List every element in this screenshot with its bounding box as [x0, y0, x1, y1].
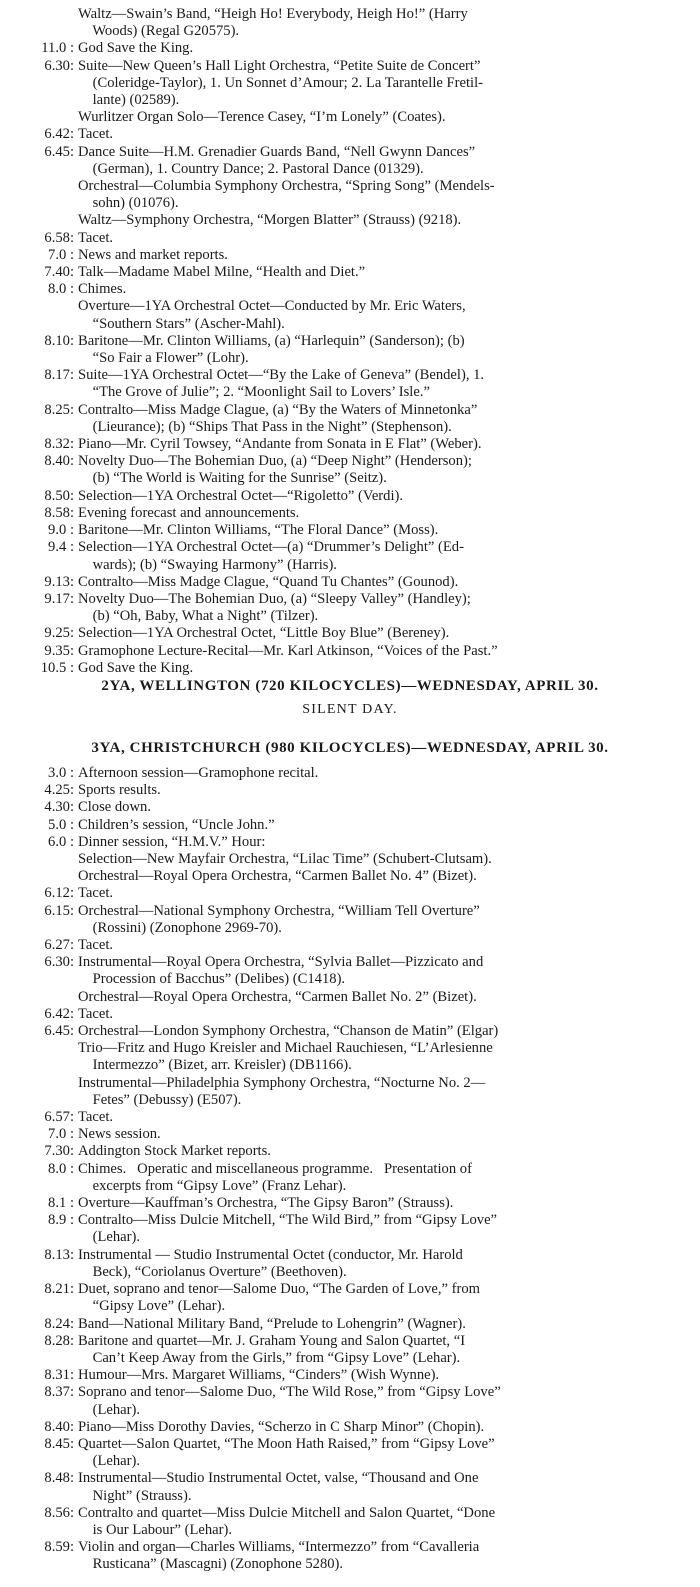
entry-time: 10.5 :	[40, 659, 74, 676]
entry-time: 6.42:	[44, 126, 74, 143]
entry-description	[78, 591, 700, 625]
entry-time: 6.12:	[44, 885, 74, 902]
programme-entry	[0, 144, 700, 178]
entry-description	[78, 1333, 700, 1367]
entry-description	[78, 574, 700, 591]
entry-line: Suite—New Queen’s Hall Light Orchestra, “Petite Suite de Concert”	[78, 57, 481, 74]
entry-time: 9.17:	[44, 590, 74, 607]
entry-time: 3.0 :	[48, 765, 74, 781]
entry-description	[78, 1075, 700, 1109]
programme-entry	[0, 1040, 700, 1074]
entry-description	[78, 402, 700, 436]
entry-line: Waltz—Swain’s Band, “Heigh Ho! Everybody, Heigh Ho!” (Harry	[78, 6, 468, 22]
entry-description	[78, 126, 700, 143]
entry-description	[78, 1023, 700, 1040]
programme-entry	[0, 937, 700, 954]
entry-time: 8.40:	[44, 453, 74, 470]
entry-line: News and market reports.	[78, 246, 228, 263]
programme-entry	[0, 126, 700, 143]
programme-entry	[0, 436, 700, 453]
entry-description	[78, 885, 700, 902]
entry-description	[78, 989, 700, 1006]
silent-day-label: SILENT DAY.	[302, 702, 398, 717]
entry-line: Dinner session, “H.M.V.” Hour:	[78, 833, 266, 850]
entry-line: (Lehar).	[78, 1453, 140, 1470]
entry-time: 9.4 :	[48, 539, 74, 556]
entry-time: 6.0 :	[48, 833, 74, 850]
entry-line: Orchestral—London Symphony Orchestra, “Chanson de Matin” (Elgar)	[78, 1023, 499, 1040]
entry-description	[78, 954, 700, 988]
entry-description	[78, 264, 700, 281]
entry-time: 8.17:	[44, 367, 74, 384]
entry-description	[78, 1195, 700, 1212]
programme-entry	[0, 1109, 700, 1126]
entry-time: 8.13:	[44, 1246, 74, 1263]
programme-entry	[0, 1143, 700, 1160]
entry-line: Novelty Duo—The Bohemian Duo, (a) “Deep Night” (Henderson);	[78, 453, 472, 470]
programme-entry	[0, 1281, 700, 1315]
programme-entry	[0, 1161, 700, 1195]
entry-time: 9.13:	[44, 573, 74, 590]
programme-entry	[0, 765, 700, 782]
programme-entry	[0, 1436, 700, 1470]
entry-line: (b) “Oh, Baby, What a Night” (Tilzer).	[78, 608, 319, 625]
programme-entry	[0, 1316, 700, 1333]
entry-time: 9.25:	[44, 625, 74, 642]
entry-time: 9.35:	[44, 642, 74, 659]
entry-line: Talk—Madame Mabel Milne, “Health and Diet.”	[78, 264, 366, 281]
entry-line: Chimes. Operatic and miscellaneous programme. Presentation of	[78, 1160, 472, 1177]
entry-line: Baritone and quartet—Mr. J. Graham Young and Salon Quartet, “I	[78, 1332, 466, 1349]
entry-description	[78, 817, 700, 834]
entry-description	[78, 333, 700, 367]
entry-description	[78, 1143, 700, 1160]
programme-entry	[0, 247, 700, 264]
entry-time: 6.30:	[44, 954, 74, 971]
entry-line: (Lehar).	[78, 1401, 140, 1418]
entry-line: News session.	[78, 1126, 161, 1143]
entry-line: Selection—New Mayfair Orchestra, “Lilac Time” (Schubert-Clutsam).	[78, 851, 492, 868]
entry-line: Quartet—Salon Quartet, “The Moon Hath Raised,” from “Gipsy Love”	[78, 1435, 495, 1452]
programme-entry	[0, 591, 700, 625]
entry-time: 8.1 :	[48, 1195, 74, 1212]
entry-line: Woods) (Regal G20575).	[78, 23, 240, 40]
programme-entry	[0, 643, 700, 660]
entry-line: Contralto—Miss Madge Clague, (a) “By the Waters of Minnetonka”	[78, 401, 478, 418]
entry-line: (German), 1. Country Dance; 2. Pastoral Dance (01329).	[78, 160, 424, 177]
entry-description	[78, 851, 700, 868]
entry-line: Instrumental — Studio Instrumental Octet (conductor, Mr. Harold	[78, 1246, 463, 1263]
entry-description	[78, 367, 700, 401]
programme-entry	[0, 868, 700, 885]
entry-time: 8.40:	[44, 1418, 74, 1435]
entry-line: Gramophone Lecture-Recital—Mr. Karl Atkinson, “Voices of the Past.”	[78, 642, 498, 659]
programme-entry	[0, 1333, 700, 1367]
entry-line: Violin and organ—Charles Williams, “Intermezzo” from “Cavalleria	[78, 1539, 480, 1556]
entry-line: “The Grove of Julie”; 2. “Moonlight Sail to Lovers’ Isle.”	[78, 384, 430, 401]
entry-line: Orchestral—Columbia Symphony Orchestra, “Spring Song” (Mendels-	[78, 178, 495, 195]
entry-line: Tacet.	[78, 1005, 114, 1022]
entry-time: 11.0 :	[41, 40, 74, 57]
programme-entry	[0, 989, 700, 1006]
entry-description	[78, 1470, 700, 1504]
entry-time: 6.42:	[44, 1005, 74, 1022]
entry-line: (Lehar).	[78, 1229, 140, 1246]
entry-line: Evening forecast and announcements.	[78, 504, 300, 521]
entry-time: 8.24:	[44, 1315, 74, 1332]
entry-line: Soprano and tenor—Salome Duo, “The Wild Rose,” from “Gipsy Love”	[78, 1384, 501, 1401]
entry-description	[78, 765, 700, 782]
entry-line: Procession of Bacchus” (Delibes) (C1418).	[78, 971, 346, 988]
entry-time: 8.48:	[44, 1470, 74, 1487]
entry-time: 8.56:	[44, 1504, 74, 1521]
entry-line: Piano—Miss Dorothy Davies, “Scherzo in C Sharp Minor” (Chopin).	[78, 1418, 485, 1435]
programme-entry	[0, 782, 700, 799]
programme-list-1ya	[0, 6, 700, 677]
entry-description	[78, 58, 700, 110]
entry-line: Tacet.	[78, 229, 114, 246]
programme-entry	[0, 1023, 700, 1040]
programme-entry	[0, 1384, 700, 1418]
entry-line: Contralto—Miss Madge Clague, “Quand Tu Chantes” (Gounod).	[78, 573, 459, 590]
entry-description	[78, 247, 700, 264]
programme-entry	[0, 1539, 700, 1573]
entry-line: Duet, soprano and tenor—Salome Duo, “The Garden of Love,” from	[78, 1281, 481, 1298]
entry-line: Addington Stock Market reports.	[78, 1143, 271, 1160]
programme-entry	[0, 298, 700, 332]
entry-line: Afternoon session—Gramophone recital.	[78, 765, 319, 781]
entry-line: Orchestral—Royal Opera Orchestra, “Carmen Ballet No. 4” (Bizet).	[78, 868, 477, 885]
programme-entry	[0, 402, 700, 436]
entry-time: 6.30:	[44, 57, 74, 74]
entry-time: 7.40:	[44, 264, 74, 281]
entry-time: 9.0 :	[48, 522, 74, 539]
entry-line: God Save the King.	[78, 40, 194, 57]
entry-description	[78, 1247, 700, 1281]
programme-entry	[0, 1126, 700, 1143]
entry-description	[78, 40, 700, 57]
entry-description	[78, 1126, 700, 1143]
entry-description	[78, 937, 700, 954]
entry-line: Suite—1YA Orchestral Octet—“By the Lake of Geneva” (Bendel), 1.	[78, 367, 485, 384]
programme-entry	[0, 885, 700, 902]
programme-entry	[0, 58, 700, 110]
programme-entry	[0, 281, 700, 298]
entry-line: God Save the King.	[78, 659, 194, 676]
programme-entry	[0, 178, 700, 212]
entry-description	[78, 436, 700, 453]
entry-line: (Rossini) (Zonophone 2969-70).	[78, 919, 282, 936]
entry-line: excerpts from “Gipsy Love” (Franz Lehar).	[78, 1177, 347, 1194]
entry-line: Baritone—Mr. Clinton Williams, “The Floral Dance” (Moss).	[78, 522, 439, 539]
programme-entry	[0, 1075, 700, 1109]
entry-line: Humour—Mrs. Margaret Williams, “Cinders” (Wish Wynne).	[78, 1367, 440, 1384]
programme-entry	[0, 453, 700, 487]
programme-entry	[0, 817, 700, 834]
entry-description	[78, 643, 700, 660]
entry-line: Sports results.	[78, 782, 161, 799]
programme-entry	[0, 505, 700, 522]
entry-time: 6.58:	[44, 229, 74, 246]
programme-entry	[0, 1006, 700, 1023]
programme-entry	[0, 799, 700, 816]
entry-time: 5.0 :	[48, 816, 74, 833]
programme-entry	[0, 264, 700, 281]
programme-entry	[0, 1505, 700, 1539]
entry-description	[78, 1367, 700, 1384]
entry-time: 8.0 :	[48, 281, 74, 298]
entry-line: Instrumental—Royal Opera Orchestra, “Sylvia Ballet—Pizzicato and	[78, 954, 484, 971]
entry-line: Tacet.	[78, 126, 114, 143]
programme-entry	[0, 834, 700, 851]
entry-time: 8.31:	[44, 1367, 74, 1384]
programme-entry	[0, 660, 700, 677]
entry-description	[78, 1212, 700, 1246]
entry-line: sohn) (01076).	[78, 195, 179, 212]
entry-description	[78, 539, 700, 573]
entry-description	[78, 903, 700, 937]
programme-entry	[0, 1212, 700, 1246]
entry-line: Piano—Mr. Cyril Towsey, “Andante from Sonata in E Flat” (Weber).	[78, 436, 482, 453]
programme-entry	[0, 333, 700, 367]
entry-line: Novelty Duo—The Bohemian Duo, (a) “Sleepy Valley” (Handley);	[78, 590, 471, 607]
entry-line: Selection—1YA Orchestral Octet—(a) “Drummer’s Delight” (Ed-	[78, 539, 464, 556]
entry-line: Waltz—Symphony Orchestra, “Morgen Blatter” (Strauss) (9218).	[78, 212, 462, 229]
entry-time: 6.15:	[44, 902, 74, 919]
entry-line: (Lieurance); (b) “Ships That Pass in the Night” (Stephenson).	[78, 418, 452, 435]
entry-line: Contralto and quartet—Miss Dulcie Mitchell and Salon Quartet, “Done	[78, 1504, 496, 1521]
entry-description	[78, 144, 700, 178]
entry-line: Orchestral—Royal Opera Orchestra, “Carmen Ballet No. 2” (Bizet).	[78, 988, 477, 1005]
programme-entry	[0, 1247, 700, 1281]
entry-time: 6.45:	[44, 143, 74, 160]
entry-description	[78, 281, 700, 298]
entry-description	[78, 1419, 700, 1436]
entry-line: Wurlitzer Organ Solo—Terence Casey, “I’m Lonely” (Coates).	[78, 109, 446, 126]
entry-description	[78, 522, 700, 539]
entry-description	[78, 453, 700, 487]
entry-description	[78, 1505, 700, 1539]
entry-line: Beck), “Coriolanus Overture” (Beethoven).	[78, 1263, 347, 1280]
programme-entry	[0, 903, 700, 937]
entry-line: Children’s session, “Uncle John.”	[78, 816, 275, 833]
entry-time: 6.57:	[44, 1109, 74, 1126]
entry-description	[78, 1109, 700, 1126]
entry-time: 8.9 :	[48, 1212, 74, 1229]
programme-entry	[0, 625, 700, 642]
entry-description	[78, 1316, 700, 1333]
programme-entry	[0, 574, 700, 591]
programme-entry	[0, 1367, 700, 1384]
entry-line: Selection—1YA Orchestral Octet, “Little Boy Blue” (Bereney).	[78, 625, 450, 642]
programme-entry	[0, 488, 700, 505]
entry-time: 8.58:	[44, 504, 74, 521]
programme-entry	[0, 954, 700, 988]
entry-time: 8.25:	[44, 401, 74, 418]
station-heading-3ya: 3YA, CHRISTCHURCH (980 KILOCYCLES)—WEDNESDAY, APRIL 30.	[91, 740, 609, 756]
programme-entry	[0, 367, 700, 401]
entry-time: 6.27:	[44, 937, 74, 954]
entry-description	[78, 505, 700, 522]
entry-description	[78, 1436, 700, 1470]
entry-time: 8.0 :	[48, 1160, 74, 1177]
programme-entry	[0, 1419, 700, 1436]
entry-line: Tacet.	[78, 885, 114, 902]
entry-line: Tacet.	[78, 937, 114, 954]
entry-description	[78, 298, 700, 332]
entry-description	[78, 1040, 700, 1074]
entry-line: Rusticana” (Mascagni) (Zonophone 5280).	[78, 1556, 344, 1573]
entry-time: 6.45:	[44, 1023, 74, 1040]
entry-line: Instrumental—Studio Instrumental Octet, valse, “Thousand and One	[78, 1470, 479, 1487]
entry-line: Can’t Keep Away from the Girls,” from “Gipsy Love” (Lehar).	[78, 1349, 461, 1366]
entry-time: 8.21:	[44, 1281, 74, 1298]
entry-line: lante) (02589).	[78, 92, 180, 109]
entry-description	[78, 799, 700, 816]
entry-description	[78, 625, 700, 642]
entry-line: Close down.	[78, 799, 151, 816]
programme-entry	[0, 1470, 700, 1504]
programme-entry	[0, 6, 700, 40]
programme-entry	[0, 212, 700, 229]
entry-time: 8.50:	[44, 487, 74, 504]
programme-list-3ya	[0, 765, 700, 1574]
entry-time: 8.45:	[44, 1435, 74, 1452]
entry-time: 8.32:	[44, 436, 74, 453]
entry-description	[78, 488, 700, 505]
entry-line: Orchestral—National Symphony Orchestra, “William Tell Overture”	[78, 902, 480, 919]
entry-line: Tacet.	[78, 1109, 114, 1126]
entry-time: 7.0 :	[48, 246, 74, 263]
entry-line: Overture—1YA Orchestral Octet—Conducted by Mr. Eric Waters,	[78, 298, 466, 315]
programme-entry	[0, 1195, 700, 1212]
programme-entry	[0, 522, 700, 539]
programme-entry	[0, 539, 700, 573]
entry-line: Chimes.	[78, 281, 127, 298]
entry-line: Baritone—Mr. Clinton Williams, (a) “Harlequin” (Sanderson); (b)	[78, 332, 465, 349]
entry-line: wards); (b) “Swaying Harmony” (Harris).	[78, 556, 337, 573]
entry-line: “Gipsy Love” (Lehar).	[78, 1298, 226, 1315]
entry-line: (b) “The World is Waiting for the Sunrise” (Seitz).	[78, 470, 387, 487]
entry-description	[78, 782, 700, 799]
entry-description	[78, 868, 700, 885]
entry-line: Trio—Fritz and Hugo Kreisler and Michael Rauchiesen, “L’Arlesienne	[78, 1040, 493, 1057]
entry-time: 7.30:	[44, 1143, 74, 1160]
entry-time: 4.30:	[44, 799, 74, 816]
entry-time: 8.59:	[44, 1539, 74, 1556]
entry-line: “Southern Stars” (Ascher-Mahl).	[78, 315, 285, 332]
entry-time: 8.10:	[44, 332, 74, 349]
entry-description	[78, 230, 700, 247]
entry-line: (Coleridge-Taylor), 1. Un Sonnet d’Amour; 2. La Tarantelle Fretil-	[78, 74, 483, 91]
entry-description	[78, 660, 700, 677]
entry-line: Overture—Kauffman’s Orchestra, “The Gipsy Baron” (Strauss).	[78, 1195, 454, 1212]
entry-line: Band—National Military Band, “Prelude to Lohengrin” (Wagner).	[78, 1315, 466, 1332]
entry-time: 8.37:	[44, 1384, 74, 1401]
programme-entry	[0, 230, 700, 247]
entry-line: Intermezzo” (Bizet, arr. Kreisler) (DB1166).	[78, 1057, 352, 1074]
entry-line: Night” (Strauss).	[78, 1487, 192, 1504]
entry-description	[78, 109, 700, 126]
entry-description	[78, 1384, 700, 1418]
programme-entry	[0, 109, 700, 126]
entry-description	[78, 1006, 700, 1023]
entry-time: 4.25:	[44, 782, 74, 799]
entry-line: Instrumental—Philadelphia Symphony Orchestra, “Nocturne No. 2—	[78, 1074, 486, 1091]
entry-description	[78, 178, 700, 212]
entry-line: Contralto—Miss Dulcie Mitchell, “The Wild Bird,” from “Gipsy Love”	[78, 1212, 498, 1229]
entry-line: Fetes” (Debussy) (E507).	[78, 1091, 242, 1108]
entry-line: “So Fair a Flower” (Lohr).	[78, 350, 249, 367]
entry-line: Selection—1YA Orchestral Octet—“Rigoletto” (Verdi).	[78, 487, 404, 504]
entry-line: Dance Suite—H.M. Grenadier Guards Band, “Nell Gwynn Dances”	[78, 143, 476, 160]
entry-time: 7.0 :	[48, 1126, 74, 1143]
entry-description	[78, 1281, 700, 1315]
entry-description	[78, 6, 700, 40]
station-heading-2ya: 2YA, WELLINGTON (720 KILOCYCLES)—WEDNESDAY, APRIL 30.	[101, 678, 599, 694]
entry-line: is Our Labour” (Lehar).	[78, 1521, 232, 1538]
entry-description	[78, 1161, 700, 1195]
programme-entry	[0, 851, 700, 868]
entry-description	[78, 212, 700, 229]
programme-entry	[0, 40, 700, 57]
entry-time: 8.28:	[44, 1332, 74, 1349]
entry-description	[78, 834, 700, 851]
entry-description	[78, 1539, 700, 1573]
